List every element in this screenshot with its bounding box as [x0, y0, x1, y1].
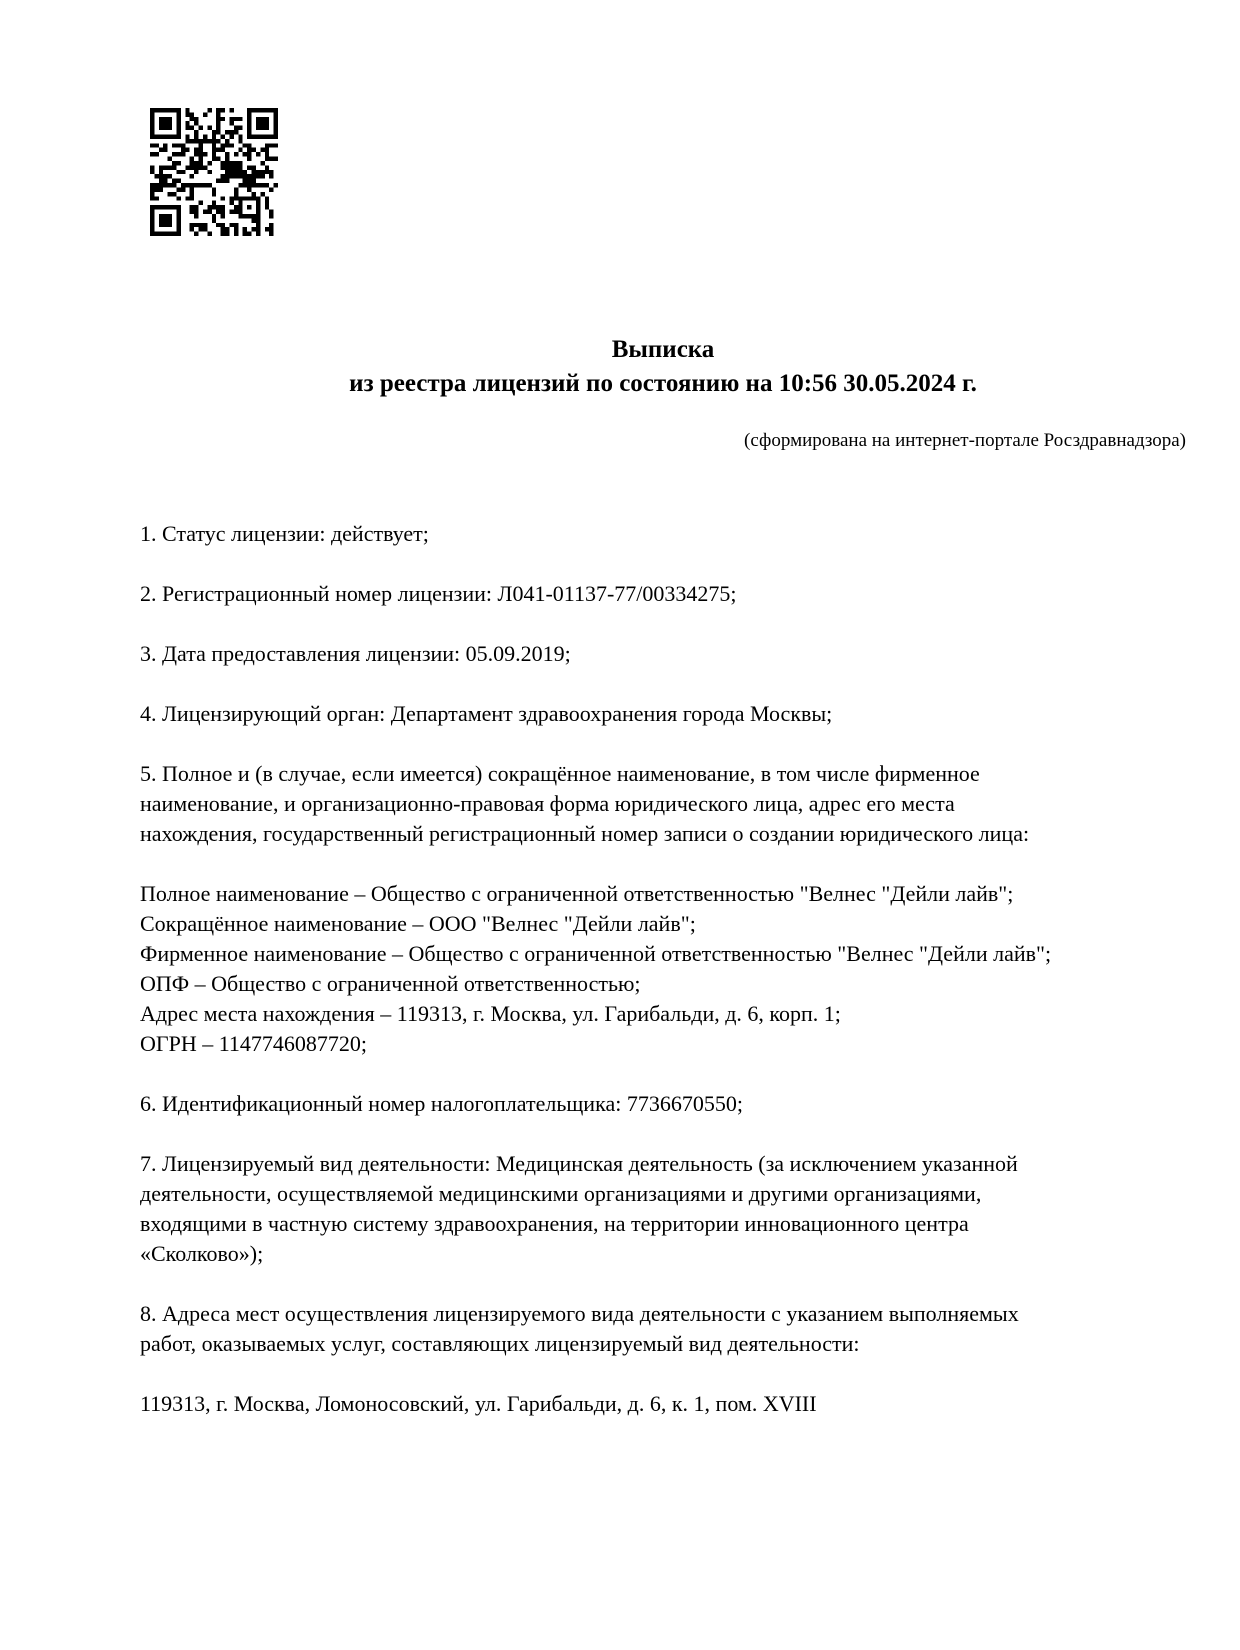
text-line: 4. Лицензирующий орган: Департамент здравоохранения города Москвы;	[140, 701, 833, 726]
text-line: 8. Адреса мест осуществления лицензируемого вида деятельности с указанием выполняемых	[140, 1301, 1019, 1326]
text-line: нахождения, государственный регистрационный номер записи о создании юридического лица:	[140, 821, 1030, 846]
paragraph-grant-date	[140, 639, 1186, 669]
title-line-2: из реестра лицензий по состоянию на 10:56 30.05.2024 г.	[349, 370, 977, 397]
paragraph-license-status	[140, 519, 1186, 549]
document-body	[140, 519, 1186, 1449]
paragraph-licensed-activity	[140, 1149, 1186, 1269]
text-line: Полное наименование – Общество с ограниченной ответственностью "Велнес "Дейли лайв";	[140, 881, 1014, 906]
text-line: ОГРН – 1147746087720;	[140, 1031, 368, 1056]
text-line: 7. Лицензируемый вид деятельности: Медицинская деятельность (за исключением указанной	[140, 1151, 1018, 1176]
text-line: 2. Регистрационный номер лицензии: Л041-01137-77/00334275;	[140, 581, 737, 606]
document-subtitle: (сформирована на интернет-портале Росздравнадзора)	[744, 430, 1186, 451]
paragraph-licensing-authority	[140, 699, 1186, 729]
paragraph-registration-number	[140, 579, 1186, 609]
text-line: Адрес места нахождения – 119313, г. Москва, ул. Гарибальди, д. 6, корп. 1;	[140, 1001, 841, 1026]
text-line: 1. Статус лицензии: действует;	[140, 521, 429, 546]
text-line: ОПФ – Общество с ограниченной ответственностью;	[140, 971, 641, 996]
paragraph-taxpayer-number	[140, 1089, 1186, 1119]
document-title	[140, 333, 1186, 401]
text-line: «Сколково»);	[140, 1241, 264, 1266]
text-line: 3. Дата предоставления лицензии: 05.09.2019;	[140, 641, 571, 666]
qr-code-image	[150, 108, 278, 236]
text-line: 5. Полное и (в случае, если имеется) сокращённое наименование, в том числе фирменное	[140, 761, 980, 786]
paragraph-activity-address	[140, 1389, 1186, 1419]
text-line: работ, оказываемых услуг, составляющих лицензируемый вид деятельности:	[140, 1331, 860, 1356]
text-line: 119313, г. Москва, Ломоносовский, ул. Гарибальди, д. 6, к. 1, пом. XVIII	[140, 1391, 817, 1416]
paragraph-organization-details	[140, 879, 1186, 1059]
paragraph-organization-intro	[140, 759, 1186, 849]
text-line: Фирменное наименование – Общество с ограниченной ответственностью "Велнес "Дейли лайв";	[140, 941, 1052, 966]
text-line: деятельности, осуществляемой медицинскими организациями и другими организациями,	[140, 1181, 982, 1206]
text-line: 6. Идентификационный номер налогоплательщика: 7736670550;	[140, 1091, 743, 1116]
text-line: входящими в частную систему здравоохранения, на территории инновационного центра	[140, 1211, 969, 1236]
paragraph-activity-addresses-intro	[140, 1299, 1186, 1359]
text-line: Сокращённое наименование – ООО "Велнес "Дейли лайв";	[140, 911, 696, 936]
text-line: наименование, и организационно-правовая форма юридического лица, адрес его места	[140, 791, 955, 816]
qr-code-icon	[150, 108, 278, 236]
title-line-1: Выписка	[611, 336, 715, 363]
